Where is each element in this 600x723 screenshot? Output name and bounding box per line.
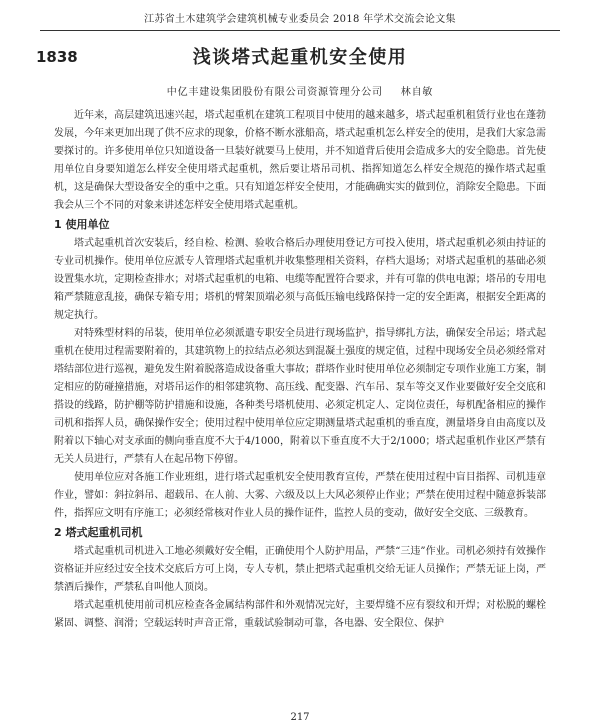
- intro-paragraph: 近年来，高层建筑迅速兴起，塔式起重机在建筑工程项目中使用的越来越多，塔式起重机租赁行业也在蓬勃发展，今年来更加出现了供不应求的现象，价格不断水涨船高，塔式起重机怎么样安全的使用，是我们大家急需要探讨的。许多使用单位只知道设备一旦装好就要马上使用，并不知道背后使用会造成多大的安全隐患。首先使用单位自身要知道怎么样安全使用塔式起重机，然后要让塔吊司机、指挥知道怎么样安全规范的操作塔式起重机，这是确保大型设备安全的重中之重。只有知道怎样安全使用，才能确确实实的做到位，消除安全隐患。下面我会从三个不同的对象来讲述怎样安全使用塔式起重机。: [54, 110, 546, 211]
- body-paragraph: 塔式起重机首次安装后，经自检、检测、验收合格后办理使用登记方可投入使用，塔式起重机必须由持证的专业司机操作。使用单位应派专人管理塔式起重机并收集整理相关资料，存档大退场；对塔式起重机的基础必须设置集水坑，定期检查排水；对塔式起重机的电箱、电缆等配置符合要求，并有可靠的供电电源；塔吊的专用电箱严禁随意乱接，确保专箱专用；塔机的臂架顶端必须与高低压输电线路保持一定的安全距离，根据安全距离的规定执行。: [54, 238, 546, 321]
- section-heading-1: 1 使用单位: [54, 218, 110, 231]
- running-header-text: 江苏省土木建筑学会建筑机械专业委员会 2018 年学术交流会论文集: [144, 13, 456, 25]
- author-affiliation: 中亿丰建设集团股份有限公司资源管理分公司: [166, 87, 383, 98]
- page-number: 217: [290, 712, 310, 723]
- article-body: [54, 107, 546, 633]
- paper-title: 浅谈塔式起重机安全使用: [192, 47, 408, 68]
- body-paragraph: 对特殊型材料的吊装，使用单位必须派遣专职安全员进行现场监护，指导绑扎方法，确保安全吊运；塔式起重机在使用过程需要附着的，其建筑物上的拉结点必须达到混凝土强度的规定值，过程中现场安全员必须经常对塔结部位进行巡视，避免发生附着脱落造成设备重大事故；群塔作业时使用单位必须制定专项作业施工方案，制定相应的防碰撞措施，对塔吊运作的相邻建筑物、高压线、配变器、汽车吊、泵车等交叉作业要做好安全交底和搭设的线路，防护棚等防护措施和设施，各种类号塔机使用、必须定机定人、定岗位责任，每机配备相应的操作司机和指挥人员，确保操作安全；使用过程中使用单位应定期测量塔式起重机的垂直度，测量塔身自由高度以及附着以下轴心对支承面的侧向垂直度不大于4/1000，附着以下垂直度不大于2/1000；塔式起重机作业区严禁有无关人员进行，严禁有人在起吊物下停留。: [54, 328, 546, 465]
- body-paragraph: 使用单位应对各施工作业班组，进行塔式起重机安全使用教育宣传，严禁在使用过程中盲目指挥、司机违章作业，譬如：斜拉斜吊、超载吊、在人前、大雾、六级及以上大风必须停止作业；严禁在使用过程中随意拆装部件，指挥应文明有序施工；必须经常核对作业人员的操作证件，监控人员的变动，做好安全交底、三级教育。: [54, 472, 546, 519]
- paper-number: 1838: [36, 48, 78, 66]
- author-line: [0, 83, 600, 98]
- author-name: 林自敏: [400, 87, 434, 98]
- body-paragraph: 塔式起重机司机进入工地必须戴好安全帽，正确使用个人防护用品，严禁“三违”作业。司机必须持有效操作资格证并应经过安全技术交底后方可上岗，专人专机，禁止把塔式起重机交给无证人员操作；严禁无证上岗，严禁酒后操作，严禁私自叫他人顶岗。: [54, 546, 546, 593]
- running-header: [40, 4, 560, 31]
- body-paragraph: 塔式起重机使用前司机应检查各金属结构部件和外观情况完好，主要焊缝不应有裂纹和开焊；对松脱的螺栓紧固、调整、润滑；空载运转时声音正常，重载试验制动可靠，各电器、安全限位、保护: [54, 600, 546, 629]
- section-heading-2: 2 塔式起重机司机: [54, 526, 143, 539]
